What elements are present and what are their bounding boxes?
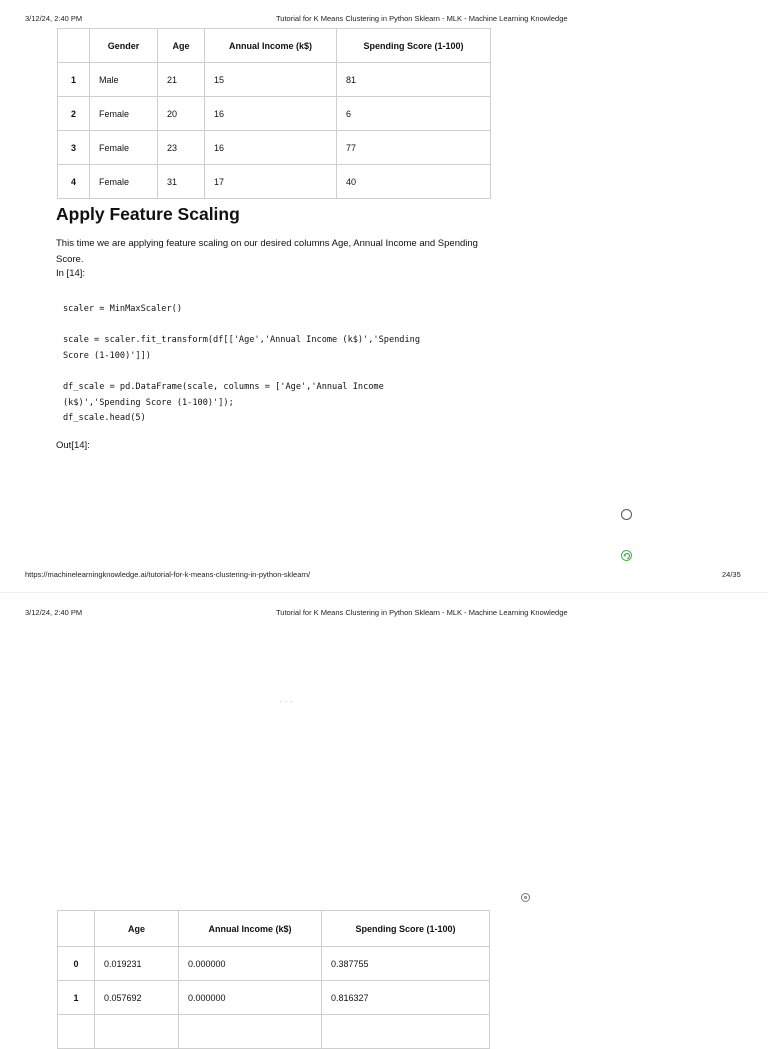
table-header-cell: Spending Score (1-100) <box>337 29 491 63</box>
print-title: Tutorial for K Means Clustering in Python Sklearn - MLK - Machine Learning Knowledge <box>276 608 568 617</box>
section-paragraph: This time we are applying feature scaling on our desired columns Age, Annual Income and Spending Score. <box>56 238 478 265</box>
section-heading: Apply Feature Scaling <box>56 204 240 224</box>
cell-score: 6 <box>337 97 491 131</box>
cell-income: 0.000000 <box>179 947 322 981</box>
cell-gender: Female <box>90 97 158 131</box>
cell-age: 23 <box>158 131 205 165</box>
table-row <box>58 981 490 1015</box>
row-index: 4 <box>58 165 90 199</box>
code-block <box>63 302 420 427</box>
table-header-cell: Gender <box>90 29 158 63</box>
page-number: 24/35 <box>722 570 741 579</box>
print-title: Tutorial for K Means Clustering in Python Sklearn - MLK - Machine Learning Knowledge <box>276 14 568 23</box>
table-header-row <box>58 29 491 63</box>
cell-gender: Female <box>90 131 158 165</box>
table-header-cell: Annual Income (k$) <box>205 29 337 63</box>
cell-income <box>179 1015 322 1049</box>
row-index: 1 <box>58 981 95 1015</box>
cell-age <box>95 1015 179 1049</box>
table-row <box>58 947 490 981</box>
row-index: 3 <box>58 131 90 165</box>
table-header-cell: Spending Score (1-100) <box>322 911 490 947</box>
print-url: https://machinelearningknowledge.ai/tutorial-for-k-means-clustering-in-python-sklearn/ <box>25 570 311 579</box>
cell-score: 40 <box>337 165 491 199</box>
table-row <box>58 131 491 165</box>
table-header-cell: Age <box>95 911 179 947</box>
out-prompt: Out[14]: <box>56 440 90 451</box>
page-divider <box>0 592 768 593</box>
cell-gender: Male <box>90 63 158 97</box>
row-index: 0 <box>58 947 95 981</box>
code-line: df_scale.head(5) <box>63 413 146 424</box>
print-date: 3/12/24, 2:40 PM <box>25 608 83 617</box>
cell-age: 31 <box>158 165 205 199</box>
row-index: 1 <box>58 63 90 97</box>
refresh-badge-icon[interactable] <box>621 550 632 561</box>
cell-score: 0.387755 <box>322 947 490 981</box>
cell-age: 0.019231 <box>95 947 179 981</box>
cell-score: 0.816327 <box>322 981 490 1015</box>
settings-icon[interactable] <box>521 893 530 902</box>
print-date: 3/12/24, 2:40 PM <box>25 14 83 23</box>
table-header-cell: Age <box>158 29 205 63</box>
table-header-cell <box>58 911 95 947</box>
table-row <box>58 1015 490 1049</box>
table-header-cell <box>58 29 90 63</box>
table-row <box>58 63 491 97</box>
dataframe-head-table <box>57 28 491 199</box>
cell-income: 16 <box>205 131 337 165</box>
cell-income: 0.000000 <box>179 981 322 1015</box>
cell-score: 81 <box>337 63 491 97</box>
code-line: Score (1-100)']]) <box>63 350 151 361</box>
code-line: df_scale = pd.DataFrame(scale, columns = ['Age','Annual Income <box>63 381 384 392</box>
settings-icon-center <box>524 896 527 899</box>
code-line: (k$)','Spending Score (1-100)']); <box>63 397 234 408</box>
cell-score: 77 <box>337 131 491 165</box>
table-header-cell: Annual Income (k$) <box>179 911 322 947</box>
cell-age: 21 <box>158 63 205 97</box>
scaled-dataframe-table <box>57 910 490 1049</box>
table-row <box>58 165 491 199</box>
cell-gender: Female <box>90 165 158 199</box>
cell-income: 15 <box>205 63 337 97</box>
in-prompt: In [14]: <box>56 268 86 279</box>
cell-income: 17 <box>205 165 337 199</box>
radio-circle-icon[interactable] <box>621 509 632 520</box>
cell-age: 0.057692 <box>95 981 179 1015</box>
refresh-arrow-icon <box>623 552 631 560</box>
loader-dots-icon: ••• <box>280 700 296 706</box>
row-index: 2 <box>58 97 90 131</box>
cell-score <box>322 1015 490 1049</box>
cell-income: 16 <box>205 97 337 131</box>
table-header-row <box>58 911 490 947</box>
table-row <box>58 97 491 131</box>
row-index <box>58 1015 95 1049</box>
code-line: scaler = MinMaxScaler() <box>63 304 182 314</box>
cell-age: 20 <box>158 97 205 131</box>
code-line: scale = scaler.fit_transform(df[['Age','Annual Income (k$)','Spending <box>63 335 420 346</box>
